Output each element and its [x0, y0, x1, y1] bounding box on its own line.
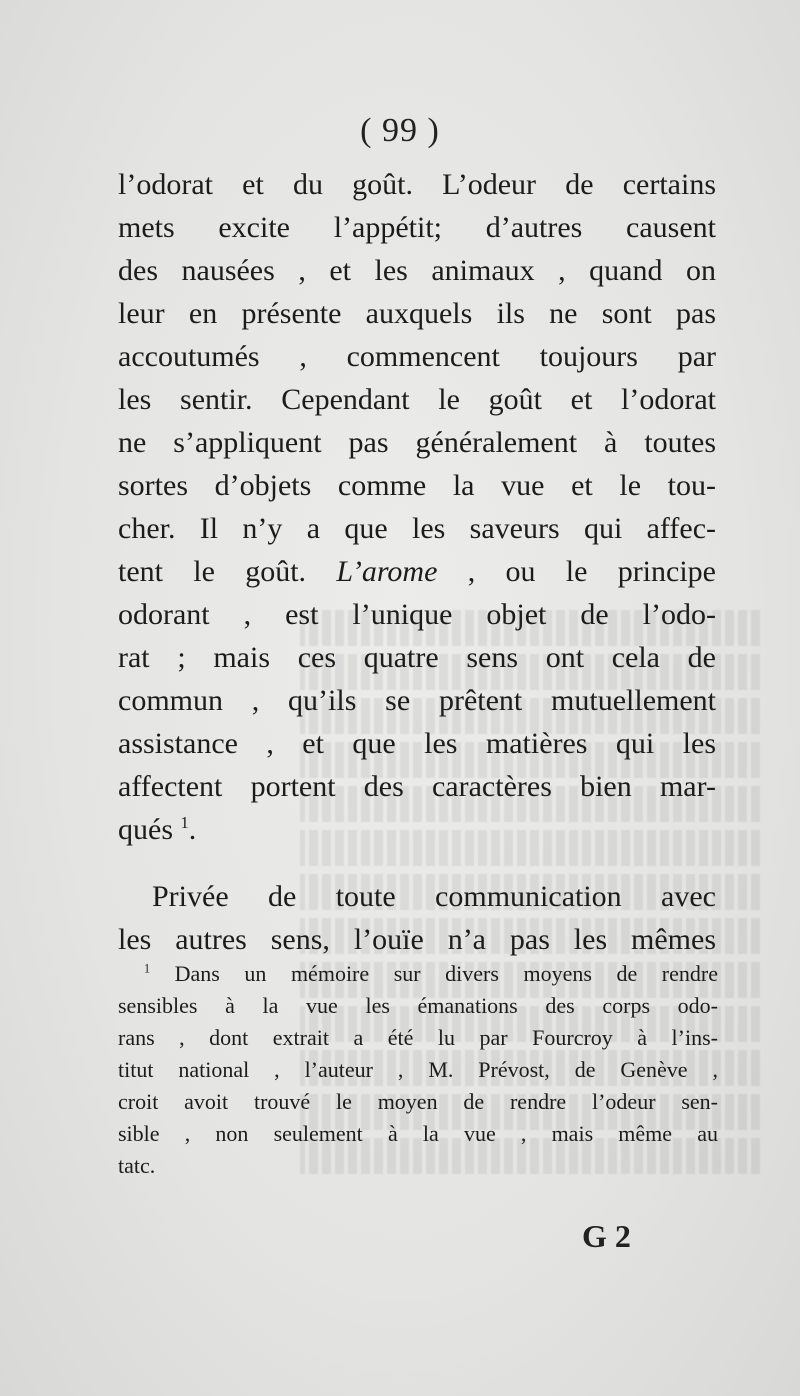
page-number: ( 99 ) [360, 112, 440, 149]
text-line: commun , qu’ils se prêtent mutuellement [118, 684, 716, 717]
text-line: les autres sens, l’ouïe n’a pas les mêmes [118, 923, 716, 956]
footnote-line: sensibles à la vue les émanations des corps odo- [118, 993, 718, 1018]
footnote-reference[interactable]: 1 [180, 813, 189, 832]
text-line: mets excite l’appétit; d’autres causent [118, 211, 716, 244]
text-line: sortes d’objets comme la vue et le tou- [118, 469, 716, 502]
text-line: cher. Il n’y a que les saveurs qui affec- [118, 512, 716, 545]
text-line: leur en présente auxquels ils ne sont pas [118, 297, 716, 330]
footnote-line: tatc. [118, 1153, 156, 1178]
text-line: Privée de toute communication avec [152, 880, 716, 913]
text-segment: . [188, 813, 197, 846]
text-segment: Dans un mémoire sur divers moyens de rendre [174, 961, 718, 986]
text-line-with-footnote-ref [118, 808, 716, 851]
footnote-line: titut national , l’auteur , M. Prévost, de Genève , [118, 1057, 718, 1082]
footnote-line: rans , dont extrait a été lu par Fourcroy à l’ins- [118, 1025, 718, 1050]
text-segment: , ou le principe [467, 555, 716, 588]
text-segment: tent le goût. [118, 555, 307, 588]
footnote-line: sible , non seulement à la vue , mais même au [118, 1121, 718, 1146]
footnote-line: croit avoit trouvé le moyen de rendre l’odeur sen- [118, 1089, 718, 1114]
italic-term: L’arome [336, 555, 438, 588]
text-line: des nausées , et les animaux , quand on [118, 254, 716, 287]
text-line: assistance , et que les matières qui les [118, 727, 716, 760]
text-line-with-italic [118, 550, 716, 593]
text-segment: qués [118, 813, 173, 846]
text-line: rat ; mais ces quatre sens ont cela de [118, 641, 716, 674]
text-line: l’odorat et du goût. L’odeur de certains [118, 168, 716, 201]
signature-mark: G 2 [582, 1218, 631, 1254]
text-line: les sentir. Cependant le goût et l’odorat [118, 383, 716, 416]
body-text [118, 163, 716, 961]
footnote-line [118, 958, 718, 990]
text-line: ne s’appliquent pas généralement à toutes [118, 426, 716, 459]
text-line: odorant , est l’unique objet de l’odo- [118, 598, 716, 631]
text-line: accoutumés , commencent toujours par [118, 340, 716, 373]
text-line: affectent portent des caractères bien mar- [118, 770, 716, 803]
footnote-marker: 1 [144, 961, 151, 976]
footnote [118, 958, 718, 1182]
